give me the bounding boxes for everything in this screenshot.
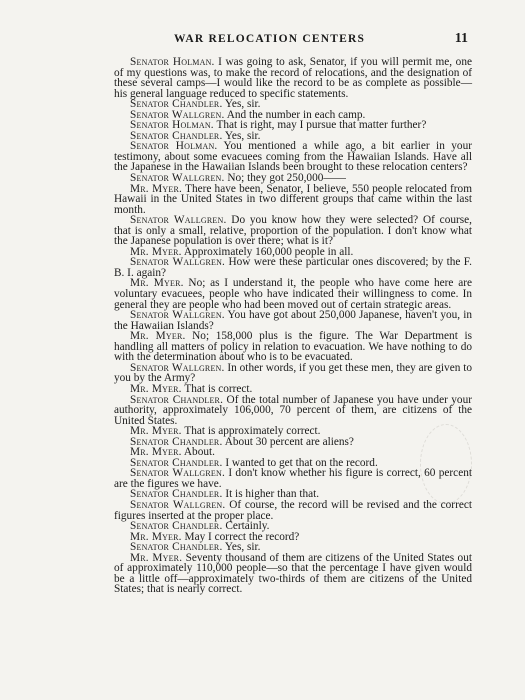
- speaker-name: Senator Chandler.: [130, 456, 223, 469]
- speech-text: May I correct the record?: [181, 530, 300, 543]
- transcript-paragraph: [114, 363, 472, 384]
- speaker-name: Senator Holman.: [130, 119, 214, 132]
- speech-text: It is higher than that.: [222, 488, 320, 501]
- speech-text: In other words, if you get these men, they are given to you by the Army?: [114, 361, 473, 385]
- speaker-name: Senator Chandler.: [130, 435, 223, 448]
- speech-text: Yes, sir.: [222, 129, 261, 142]
- transcript-paragraph: [114, 257, 472, 278]
- speech-text: That is approximately correct.: [181, 425, 321, 438]
- speech-text: You mentioned a while ago, a bit earlier in your testimony, about some evacuees coming from the Hawaiian Islands. Have all the Japanese in the Hawaiian Islands been brought to these relocation centers?: [114, 140, 472, 174]
- speech-text: Do you know how they were selected? Of course, that is only a small, relative, proportion of the population. I don't know what the Japanese population is over there; what is it?: [114, 214, 472, 248]
- speaker-name: Senator Chandler.: [130, 520, 223, 533]
- transcript-paragraph: [114, 141, 472, 173]
- page-number: 11: [454, 31, 468, 46]
- transcript-paragraph: [114, 553, 472, 595]
- speaker-name: Senator Holman.: [130, 56, 215, 68]
- speech-text: Of course, the record will be revised and the correct figures inserted at the proper place.: [114, 498, 473, 522]
- speech-text: That is correct.: [181, 382, 253, 395]
- speaker-name: Senator Wallgren.: [130, 214, 227, 227]
- transcript-paragraph: [114, 57, 472, 99]
- page-header: [114, 31, 468, 47]
- speaker-name: Mr. Myer.: [130, 277, 184, 290]
- speech-text: Yes, sir.: [222, 98, 261, 111]
- speaker-name: Mr. Myer.: [130, 382, 182, 395]
- speech-text: No; as I understand it, the people who have come here are voluntary evacuees, people who have indicated their willingness to come. In general they are people who had been moved out of certain strategic areas.: [114, 277, 472, 311]
- speech-text: There have been, Senator, I believe, 550 people relocated from Hawaii in the United States in two different groups that came within the last month.: [114, 182, 472, 216]
- speaker-name: Mr. Myer.: [130, 330, 186, 343]
- speech-text: No; they got 250,000——: [224, 172, 346, 185]
- speaker-name: Senator Chandler.: [130, 98, 223, 111]
- transcript-paragraph: [114, 395, 472, 427]
- speech-text: That is right, may I pursue that matter further?: [213, 119, 427, 132]
- speech-text: You have got about 250,000 Japanese, haven't you, in the Hawaiian Islands?: [114, 309, 473, 332]
- speech-text: Seventy thousand of them are citizens of the United States out of approximately 110,000 people—so that the percentage I have given would be a little off—approximately two-thirds of them are citizens of the United States; that is nearly correct.: [114, 551, 472, 596]
- speaker-name: Mr. Myer.: [130, 425, 182, 438]
- transcript-paragraph: [114, 468, 472, 489]
- speaker-name: Senator Chandler.: [130, 541, 223, 554]
- speech-text: Of the total number of Japanese you have under your authority, approximately 106,000, 70 percent of them, are citizens of the United States.: [114, 393, 472, 427]
- transcript-paragraph: [114, 215, 472, 247]
- speech-text: About 30 percent are aliens?: [222, 435, 354, 448]
- speech-text: Approximately 160,000 people in all.: [181, 245, 354, 258]
- speaker-name: Senator Wallgren.: [130, 309, 225, 322]
- transcript-paragraph: [114, 500, 472, 521]
- speaker-name: Senator Wallgren.: [130, 172, 225, 185]
- speaker-name: Mr. Myer.: [130, 530, 182, 543]
- speech-text: I don't know whether his figure is correct, 60 percent are the figures we have.: [114, 467, 472, 490]
- running-title: WAR RELOCATION CENTERS: [174, 33, 366, 45]
- speaker-name: Senator Chandler.: [130, 488, 223, 501]
- transcript-paragraph: [114, 310, 472, 331]
- speaker-name: Senator Holman.: [130, 140, 218, 153]
- speaker-name: Senator Wallgren.: [130, 361, 225, 374]
- transcript-paragraph: [114, 184, 472, 216]
- speaker-name: Senator Wallgren.: [130, 498, 226, 511]
- speaker-name: Senator Wallgren.: [130, 467, 226, 480]
- speaker-name: Mr. Myer.: [130, 182, 183, 195]
- speaker-name: Senator Wallgren.: [130, 108, 225, 121]
- transcript-paragraph: [114, 278, 472, 310]
- speech-text: I wanted to get that on the record.: [222, 456, 378, 469]
- speaker-name: Senator Wallgren.: [130, 256, 226, 269]
- speech-text: I was going to ask, Senator, if you will permit me, one of my questions was, to make the record of relocations, and the designation of these several camps—I would like the record to be as complete as possible—his general language reduced to specific statements.: [114, 56, 472, 100]
- speech-text: Yes, sir.: [222, 541, 261, 554]
- speaker-name: Mr. Myer.: [130, 446, 182, 459]
- speech-text: No; 158,000 plus is the figure. The War Department is handling all matters of policy in relation to evacuation. We have nothing to do with the determination about who is to be evacuated.: [114, 330, 472, 364]
- speech-text: About.: [181, 446, 215, 459]
- speech-text: And the number in each camp.: [224, 108, 366, 121]
- speaker-name: Senator Chandler.: [130, 129, 223, 142]
- speaker-name: Senator Chandler.: [130, 393, 224, 406]
- hearing-transcript: [114, 57, 472, 595]
- speaker-name: Mr. Myer.: [130, 245, 182, 258]
- speech-text: How were these particular ones discovered; by the F. B. I. again?: [114, 256, 473, 279]
- transcript-paragraph: [114, 331, 472, 363]
- speech-text: Certainly.: [222, 520, 270, 533]
- speaker-name: Mr. Myer.: [130, 551, 183, 564]
